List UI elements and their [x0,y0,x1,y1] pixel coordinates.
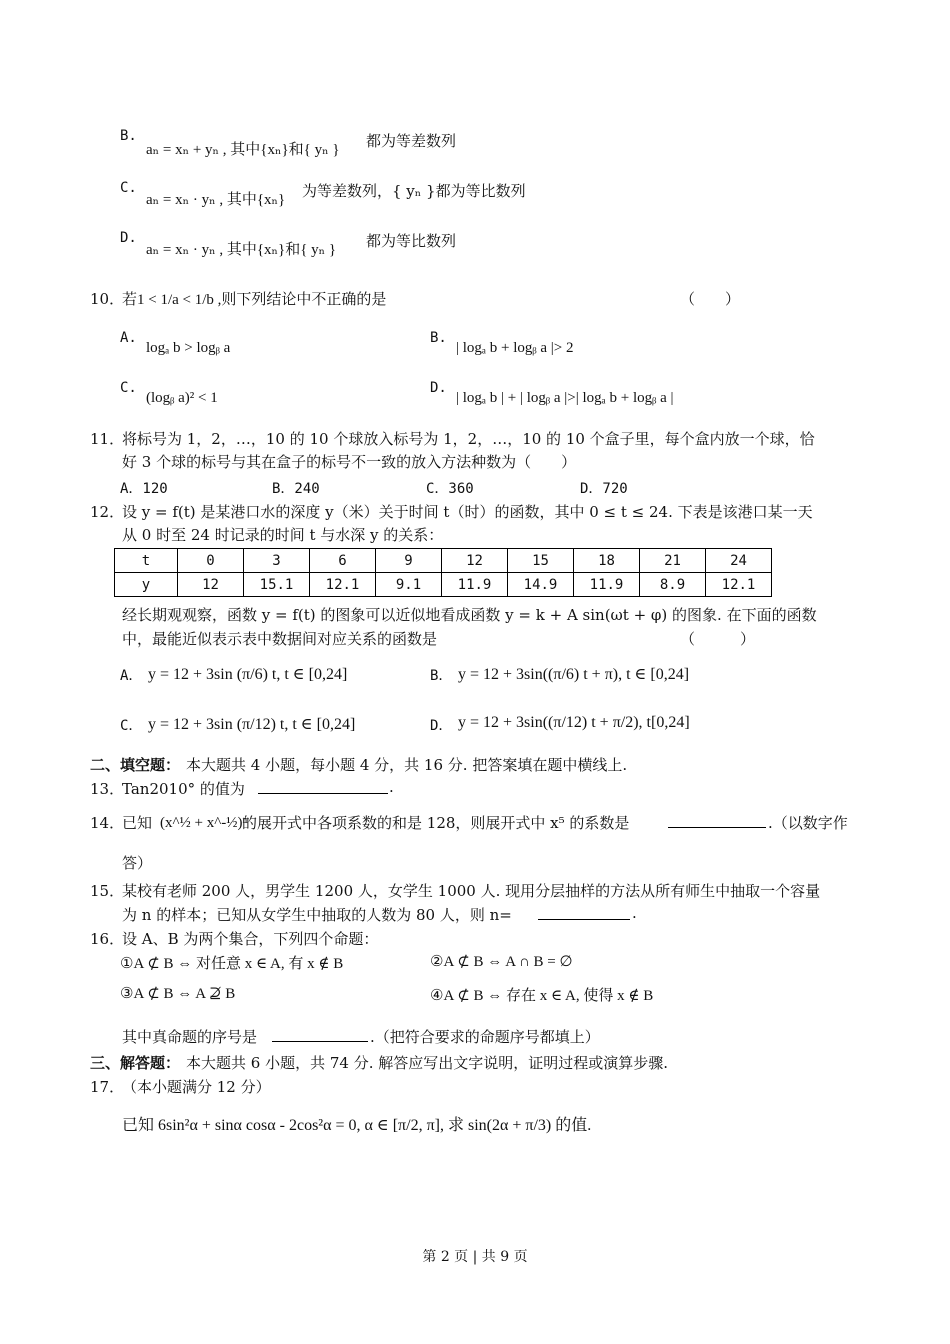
table-cell: 9.1 [376,573,442,597]
q10-number: 10． [90,290,125,308]
q17-text: 已知 6sin²α + sinα cosα - 2cos²α = 0, α ∈ [π/2, π], 求 sin(2α + π/3) 的值. [122,1117,592,1134]
q11-option-a: A．120 [120,481,168,497]
q12-line1: 设 y = f(t) 是某港口水的深度 y（米）关于时间 t（时）的函数，其中 0 ≤ t ≤ 24. 下表是该港口某一天 [122,503,813,521]
q13-number: 13． [90,780,125,798]
q10-option-a-label: A. [120,330,137,346]
q14-formula: (x^½ + x^-½)ⁿ [160,815,248,831]
q15-line2: 为 n 的样本；已知从女学生中抽取的人数为 80 人，则 n= [122,906,512,924]
q16-answer-pre: 其中真命题的序号是 [122,1028,258,1046]
q10-option-d-formula: | logₐ b | + | logᵦ a |>| logₐ b + logᵦ a | [456,390,674,406]
section3-heading: 三、解答题： [90,1054,181,1072]
table-cell: 14.9 [508,573,574,597]
q10-option-b-formula: | logₐ b + logᵦ a |> 2 [456,340,574,356]
table-row-y [115,573,772,597]
q9-option-c-formula: aₙ = xₙ · yₙ , 其中{xₙ} [146,192,286,208]
q10-option-d-label: D. [430,380,447,396]
q12-option-b-formula: y = 12 + 3sin((π/6) t + π), t ∈ [0,24] [458,666,690,683]
q13-period: . [389,778,394,796]
q12-number: 12． [90,503,125,521]
q11-option-d: D．720 [580,481,628,497]
table-cell: 9 [376,549,442,573]
section3-text: 本大题共 6 小题，共 74 分. 解答应写出文字说明，证明过程或演算步骤. [186,1054,669,1072]
q16-proposition-1: ①A ⊄ B ⇔ 对任意 x ∈ A, 有 x ∉ B [120,956,344,972]
table-cell: 12.1 [706,573,772,597]
q15-number: 15． [90,882,125,900]
q15-answer-blank[interactable] [538,919,630,920]
q9-option-d-formula: aₙ = xₙ · yₙ , 其中{xₙ}和{ yₙ } [146,242,337,258]
q11-option-b: B．240 [272,481,320,497]
table-cell: 15.1 [244,573,310,597]
q14-number: 14． [90,814,125,832]
table-row-t [115,549,772,573]
q14-post: 的展开式中各项系数的和是 128，则展开式中 x⁵ 的系数是 [242,814,630,832]
depth-table [114,548,772,597]
table-cell: 15 [508,549,574,573]
q12-option-d-label: D． [430,718,453,734]
page-footer: 第 2 页 | 共 9 页 [422,1249,528,1265]
q10-stem: 若1 < 1/a < 1/b ,则下列结论中不正确的是 [122,292,387,308]
q16-answer-post: .（把符合要求的命题序号都填上） [370,1028,600,1046]
q12-option-a-label: A． [120,668,143,684]
q10-option-c-label: C. [120,380,137,396]
q12-line2: 从 0 时至 24 时记录的时间 t 与水深 y 的关系： [122,526,444,544]
table-cell: 12 [178,573,244,597]
q9-option-c-label: C. [120,180,137,196]
q12-option-c-label: C． [120,718,143,734]
q14-line2: 答） [122,854,153,872]
q11-line2: 好 3 个球的标号与其在盒子的标号不一致的放入方法种数为（ ） [122,453,577,471]
q16-proposition-2: ②A ⊄ B ⇔ A ∩ B = ∅ [430,954,573,970]
table-cell: 11.9 [574,573,640,597]
q13-answer-blank[interactable] [258,793,388,794]
table-cell: 18 [574,549,640,573]
table-cell: 11.9 [442,573,508,597]
q16-proposition-3: ③A ⊄ B ⇔ A ⊉ B [120,986,236,1002]
table-cell: 12.1 [310,573,376,597]
q9-option-c-text: 为等差数列，{ yₙ }都为等比数列 [302,182,526,200]
q12-option-d-formula: y = 12 + 3sin((π/12) t + π/2), t[0,24] [458,714,690,731]
q16-proposition-4: ④A ⊄ B ⇔ 存在 x ∈ A, 使得 x ∉ B [430,988,654,1004]
table-cell: 0 [178,549,244,573]
q16-number: 16． [90,930,125,948]
q12-option-a-formula: y = 12 + 3sin (π/6) t, t ∈ [0,24] [148,666,348,683]
q10-option-a-formula: logₐ b > logᵦ a [146,340,231,356]
q15-tail: . [632,904,637,922]
table-cell: 6 [310,549,376,573]
q12-answer-paren: （ ） [680,630,756,648]
q13-text: Tan2010° 的值为 [122,780,245,798]
q12-option-b-label: B． [430,668,453,684]
q10-answer-paren: （ ） [680,290,741,308]
table-cell: 12 [442,549,508,573]
table-cell: 24 [706,549,772,573]
q12-line3: 经长期观观察，函数 y = f(t) 的图象可以近似地看成函数 y = k + A sin(ωt + φ) 的图象. 在下面的函数 [122,606,817,624]
q11-option-c: C．360 [426,481,474,497]
table-cell: t [115,549,178,573]
q16-answer-blank[interactable] [272,1041,368,1042]
section2-text: 本大题共 4 小题，每小题 4 分，共 16 分. 把答案填在题中横线上. [186,756,628,774]
q12-option-c-formula: y = 12 + 3sin (π/12) t, t ∈ [0,24] [148,716,356,733]
q14-answer-blank[interactable] [668,827,766,828]
section2-heading: 二、填空题： [90,756,181,774]
q14-tail: .（以数字作 [768,814,848,832]
table-cell: y [115,573,178,597]
q9-option-d-label: D. [120,230,137,246]
q17-score: （本小题满分 12 分） [122,1078,271,1096]
q14-pre: 已知 [122,814,153,832]
q17-number: 17． [90,1078,125,1096]
q15-line1: 某校有老师 200 人，男学生 1200 人，女学生 1000 人. 现用分层抽样的方法从所有师生中抽取一个容量 [122,882,821,900]
table-cell: 3 [244,549,310,573]
q10-option-b-label: B. [430,330,447,346]
q16-stem: 设 A、B 为两个集合，下列四个命题： [122,930,379,948]
q11-line1: 将标号为 1，2，…，10 的 10 个球放入标号为 1，2，…，10 的 10 个盒子里，每个盒内放一个球，恰 [122,430,815,448]
q9-option-d-text: 都为等比数列 [366,232,457,250]
q10-option-c-formula: (logᵦ a)² < 1 [146,390,218,406]
q9-option-b-text: 都为等差数列 [366,132,457,150]
q11-number: 11． [90,430,125,448]
table-cell: 21 [640,549,706,573]
table-cell: 8.9 [640,573,706,597]
q9-option-b-formula: aₙ = xₙ + yₙ , 其中{xₙ}和{ yₙ } [146,142,340,158]
q12-line4: 中，最能近似表示表中数据间对应关系的函数是 [122,630,438,648]
q9-option-b-label: B. [120,128,137,144]
